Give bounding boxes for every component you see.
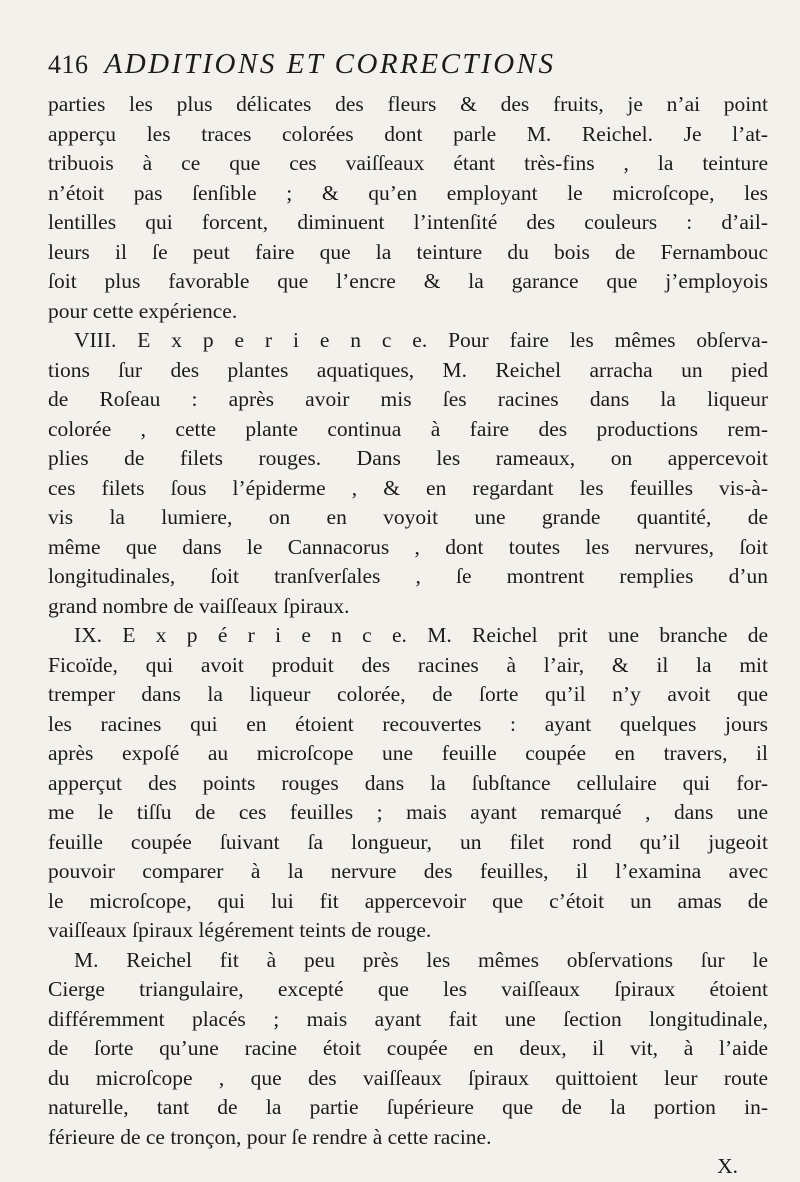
text-line: le microſcope, qui lui fit appercevoir que c’étoit un amas de <box>48 888 768 913</box>
text-line: leurs il ſe peut faire que la teinture du bois de Fernambouc <box>48 239 768 264</box>
text-line: lentilles qui forcent, diminuent l’intenſité des couleurs : d’ail- <box>48 210 768 234</box>
running-title: ADDITIONS ET CORRECTIONS <box>104 48 556 80</box>
text-line: pour cette expérience. <box>48 298 238 323</box>
text-line: férieure de ce tronçon, pour ſe rendre à cette racine. <box>48 1124 492 1149</box>
text-line: colorée , cette plante continua à faire des productions rem- <box>48 416 768 441</box>
text-line: parties les plus délicates des fleurs & des fruits, je n’ai point <box>48 92 768 116</box>
text-line: M. Reichel fit à peu près les mêmes obſervations ſur le <box>74 947 768 972</box>
text-line: même que dans le Cannacorus , dont toutes les nervures, ſoit <box>48 534 768 559</box>
text-line: tribuois à ce que ces vaiſſeaux étant très-fins , la teinture <box>48 151 768 175</box>
text-line: du microſcope , que des vaiſſeaux ſpiraux quittoient leur route <box>48 1065 768 1090</box>
page-number: 416 <box>48 50 89 79</box>
text-line: de Roſeau : après avoir mis ſes racines dans la liqueur <box>48 387 768 411</box>
text-line: vis la lumiere, on en voyoit une grande quantité, de <box>48 505 768 529</box>
text-line: tremper dans la liqueur colorée, de ſorte qu’il n’y avoit que <box>48 682 768 706</box>
text-line: tions ſur des plantes aquatiques, M. Reichel arracha un pied <box>48 357 768 382</box>
text-line: pouvoir comparer à la nervure des feuilles, il l’examina avec <box>48 859 768 883</box>
text-line: différemment placés ; mais ayant fait une ſection longitudinale, <box>48 1006 768 1031</box>
page-header <box>48 48 768 88</box>
text-line: Cierge triangulaire, excepté que les vaiſſeaux ſpiraux étoient <box>48 977 768 1001</box>
text-line: longitudinales, ſoit tranſverſales , ſe montrent remplies d’un <box>48 564 768 588</box>
text-line: VIII. E x p e r i e n c e. Pour faire les mêmes obſerva- <box>74 328 768 352</box>
text-line: n’étoit pas ſenſible ; & qu’en employant le microſcope, les <box>48 180 768 205</box>
text-line: Ficoïde, qui avoit produit des racines à l’air, & il la mit <box>48 652 768 677</box>
text-line: grand nombre de vaiſſeaux ſpiraux. <box>48 593 350 618</box>
text-line: apperçut des points rouges dans la ſubſtance cellulaire qui for- <box>48 770 768 795</box>
text-line: ces filets ſous l’épiderme , & en regardant les feuilles vis-à- <box>48 475 768 500</box>
text-line: vaiſſeaux ſpiraux légérement teints de rouge. <box>48 918 432 942</box>
catchword: X. <box>717 1154 738 1178</box>
text-line: apperçu les traces colorées dont parle M. Reichel. Je l’at- <box>48 121 768 146</box>
text-line: ſoit plus favorable que l’encre & la garance que j’employois <box>48 269 768 293</box>
text-line: feuille coupée ſuivant ſa longueur, un filet rond qu’il jugeoit <box>48 829 768 854</box>
text-line: de ſorte qu’une racine étoit coupée en deux, il vit, à l’aide <box>48 1036 768 1060</box>
text-line: IX. E x p é r i e n c e. M. Reichel prit une branche de <box>74 623 768 647</box>
text-line: me le tiſſu de ces feuilles ; mais ayant remarqué , dans une <box>48 800 768 824</box>
text-line: plies de filets rouges. Dans les rameaux, on appercevoit <box>48 446 768 470</box>
text-line: les racines qui en étoient recouvertes : ayant quelques jours <box>48 711 768 736</box>
text-line: après expoſé au microſcope une feuille coupée en travers, il <box>48 741 768 765</box>
text-line: naturelle, tant de la partie ſupérieure que de la portion in- <box>48 1095 768 1119</box>
body-text <box>48 90 768 1182</box>
